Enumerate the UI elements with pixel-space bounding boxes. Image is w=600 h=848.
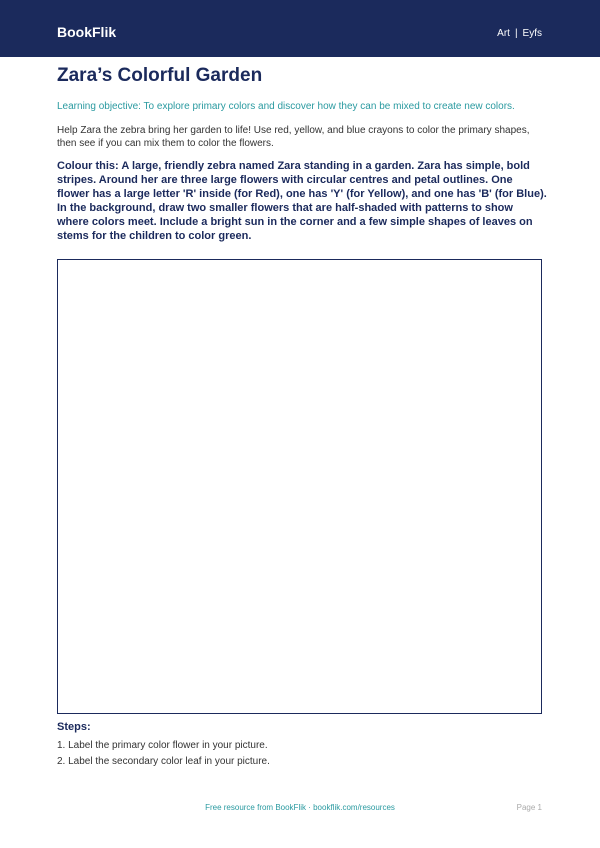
header-separator: | bbox=[514, 28, 518, 39]
level-label: Eyfs bbox=[522, 28, 542, 39]
steps-title: Steps: bbox=[57, 721, 91, 733]
drawing-area[interactable] bbox=[57, 259, 542, 714]
step-item: 2. Label the secondary color leaf in your picture. bbox=[57, 756, 270, 767]
header-meta bbox=[497, 27, 542, 40]
subject-label: Art bbox=[497, 28, 510, 39]
step-item: 1. Label the primary color flower in your picture. bbox=[57, 740, 268, 751]
page-number: Page 1 bbox=[516, 803, 542, 812]
intro-text: Help Zara the zebra bring her garden to life! Use red, yellow, and blue crayons to color the primary shapes, then see if you can mix them to color the flowers. bbox=[57, 125, 530, 149]
footer-resource-link[interactable]: Free resource from BookFlik · bookflik.com/resources bbox=[205, 803, 395, 812]
brand-logo[interactable]: BookFlik bbox=[57, 24, 117, 40]
learning-objective: Learning objective: To explore primary colors and discover how they can be mixed to create new colors. bbox=[57, 101, 515, 112]
colouring-instruction: Colour this: A large, friendly zebra named Zara standing in a garden. Zara has simple, bold stripes. Around her are three large flowers with circular centres and petal outlines. One flower has a large letter 'R' inside (for Red), one has 'Y' (for Yellow), and one has 'B' (for Blue). In the background, draw two smaller flowers that are half-shaded with patterns to show where colors meet. Include a bright sun in the corner and a few simple shapes of leaves on stems for the children to color green. bbox=[57, 160, 547, 242]
header-bar bbox=[0, 0, 600, 57]
steps-list bbox=[57, 739, 547, 771]
page-title: Zara’s Colorful Garden bbox=[57, 65, 263, 86]
